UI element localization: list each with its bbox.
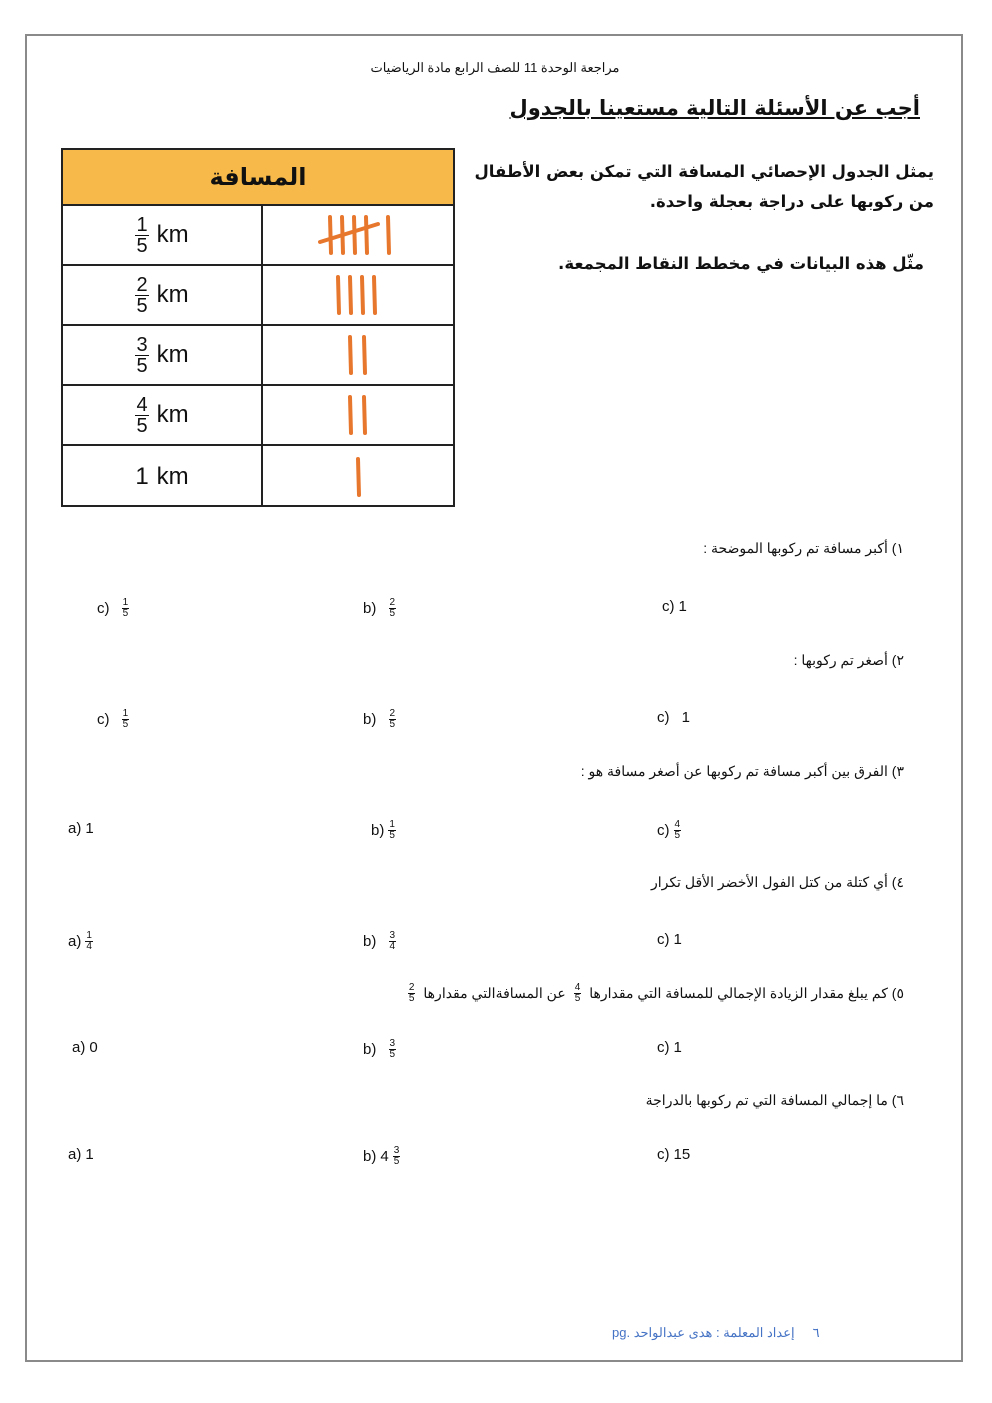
table-row xyxy=(63,386,453,446)
tally-table xyxy=(61,148,455,507)
fraction: $\frac{4}{5}$ xyxy=(136,393,148,437)
question-1: ١) أكبر مسافة تم ركوبها الموضحة : xyxy=(703,540,904,556)
tally-marks-icon xyxy=(263,446,453,507)
option-q3-c[interactable]: c) $\frac{4}{5}$ xyxy=(657,819,681,841)
fraction: $\frac{3}{5}$ xyxy=(136,333,148,377)
option-q2-a[interactable]: c) $\frac{1}{5}$ xyxy=(97,708,129,730)
option-q6-a[interactable]: a) 1 xyxy=(68,1146,94,1163)
distance-label: $\frac{3}{5}$ km xyxy=(63,326,263,384)
option-q5-b[interactable]: b) $\frac{3}{5}$ xyxy=(363,1038,396,1060)
distance-label: $\frac{4}{5}$ km xyxy=(63,386,263,444)
tally-marks-icon xyxy=(263,206,453,264)
fraction: $\frac{2}{5}$ xyxy=(136,273,148,317)
table-row xyxy=(63,266,453,326)
table-header: المسافة xyxy=(63,150,453,206)
question-2: ٢) أصغر تم ركوبها : xyxy=(793,652,904,668)
tally-marks-icon xyxy=(263,326,453,384)
distance-label: 1 km xyxy=(63,446,263,507)
distance-label: $\frac{2}{5}$ km xyxy=(63,266,263,324)
page-number: pg. ٦ xyxy=(612,1325,820,1340)
option-q4-a[interactable]: a) $\frac{1}{4}$ xyxy=(68,930,92,952)
table-row xyxy=(63,326,453,386)
table-row xyxy=(63,446,453,507)
instruction-text: مثّل هذه البيانات في مخطط النقاط المجمعة. xyxy=(558,254,924,273)
option-q6-c[interactable]: c) 15 xyxy=(657,1146,691,1163)
table-row xyxy=(63,206,453,266)
option-q1-b[interactable]: b) $\frac{2}{5}$ xyxy=(363,597,396,619)
page-title: أجب عن الأسئلة التالية مستعينا بالجدول xyxy=(509,96,920,120)
option-q5-a[interactable]: a) 0 xyxy=(72,1039,98,1056)
question-4: ٤) أي كتلة من كتل الفول الأخضر الأقل تكرار xyxy=(650,874,904,890)
option-q4-c[interactable]: c) 1 xyxy=(657,931,682,948)
question-6: ٦) ما إجمالي المسافة التي تم ركوبها بالدراجة xyxy=(645,1092,904,1108)
tally-marks-icon xyxy=(263,266,453,324)
option-q1-c[interactable]: c) 1 xyxy=(662,598,687,615)
option-q4-b[interactable]: b) $\frac{3}{4}$ xyxy=(363,930,396,952)
teacher-credit: إعداد المعلمة : هدى عبدالواحد xyxy=(633,1325,795,1340)
option-q1-a[interactable]: c) $\frac{1}{5}$ xyxy=(97,597,129,619)
question-3: ٣) الفرق بين أكبر مسافة تم ركوبها عن أصغر مسافة هو : xyxy=(580,763,904,779)
option-q2-b[interactable]: b) $\frac{2}{5}$ xyxy=(363,708,396,730)
page-footer xyxy=(612,1325,820,1341)
option-q5-c[interactable]: c) 1 xyxy=(657,1039,682,1056)
intro-text: يمثل الجدول الإحصائي المسافة التي تمكن بعض الأطفال من ركوبها على دراجة بعجلة واحدة. xyxy=(474,162,934,211)
tally-marks-icon xyxy=(263,386,453,444)
option-q3-a[interactable]: a) 1 xyxy=(68,820,94,837)
distance-label: $\frac{1}{5}$ km xyxy=(63,206,263,264)
option-q3-b[interactable]: b) $\frac{1}{5}$ xyxy=(371,819,395,841)
page-header: مراجعة الوحدة 11 للصف الرابع مادة الرياضيات xyxy=(370,60,620,75)
option-q6-b[interactable]: b) 4 $\frac{3}{5}$ xyxy=(363,1145,400,1167)
fraction: $\frac{1}{5}$ xyxy=(136,213,148,257)
question-5: ٥) كم يبلغ مقدار الزيادة الإجمالي للمسافة التي مقدارها $\frac{4}{5}$ عن المسافةالتي مقدارها $\frac{2}{5}$ xyxy=(408,982,904,1004)
option-q2-c[interactable]: c) 1 xyxy=(657,709,691,726)
